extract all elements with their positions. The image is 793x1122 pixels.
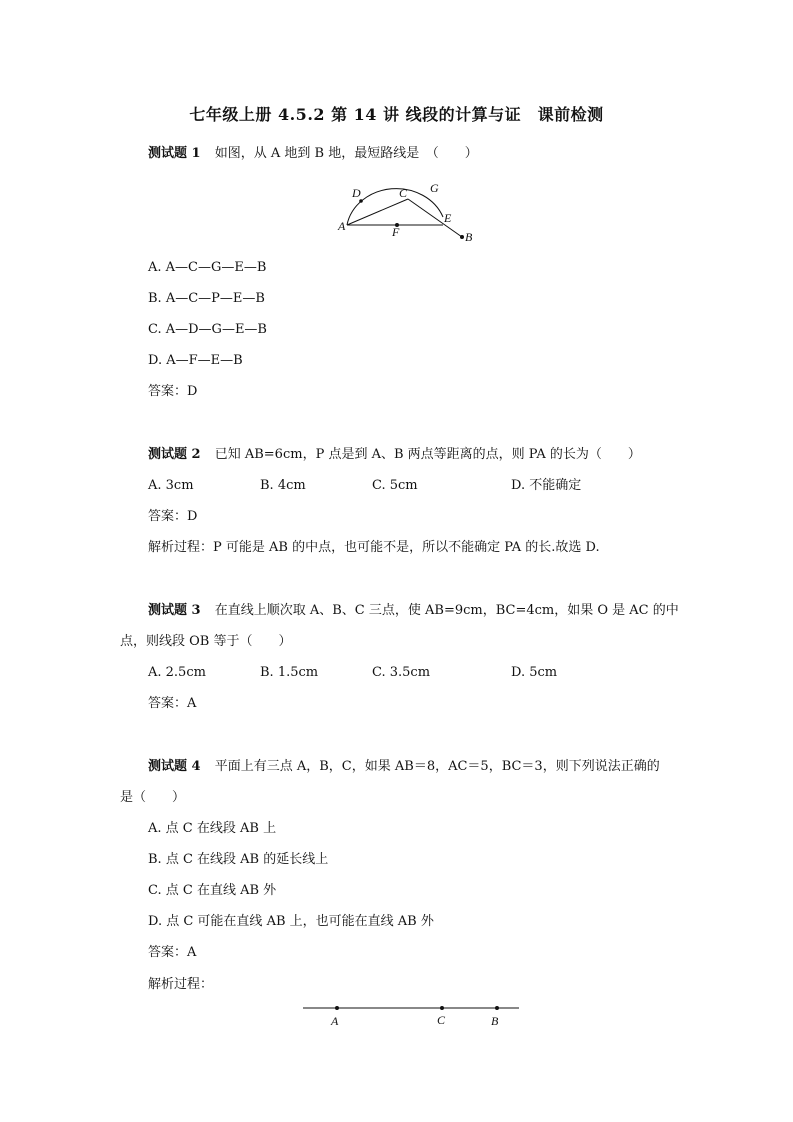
question-2-label: 测试题 2 (148, 447, 201, 462)
question-3-text-line1: 在直线上顺次取 A、B、C 三点，使 AB=9cm，BC=4cm，如果 O 是 AC 的中 (214, 603, 679, 618)
question-2-analysis: 解析过程：P 可能是 AB 的中点，也可能不是，所以不能确定 PA 的长.故选 D. (148, 540, 600, 555)
question-4-label: 测试题 4 (148, 759, 201, 774)
question-1-option-b: B. A—C—P—E—B (148, 291, 265, 306)
page-title: 七年级上册 4.5.2 第 14 讲 线段的计算与证 课前检测 (189, 105, 604, 124)
point-b (460, 235, 464, 239)
point-a (335, 1006, 339, 1010)
question-1-text: 如图，从 A 地到 B 地，最短路线是 （ ） (214, 146, 478, 161)
question-2-answer: 答案：D (148, 509, 198, 524)
question-1-figure (335, 175, 485, 250)
question-3-label: 测试题 3 (148, 603, 201, 618)
question-3-option-b: B. 1.5cm (260, 665, 319, 680)
question-2-option-a: A. 3cm (148, 478, 194, 493)
question-4-analysis: 解析过程： (148, 977, 214, 992)
question-1-answer: 答案：D (148, 384, 198, 399)
question-1-option-d: D. A—F—E—B (148, 353, 243, 368)
segment-ac (347, 199, 408, 225)
figure-label-f: F (392, 225, 400, 239)
question-2-text: 已知 AB=6cm，P 点是到 A、B 两点等距离的点，则 PA 的长为（ ） (214, 447, 641, 462)
figure-label-c: C (399, 186, 408, 200)
figure-label-b: B (491, 1014, 499, 1028)
figure-label-d: D (352, 186, 361, 200)
question-3-text-line2: 点，则线段 OB 等于（ ） (120, 634, 292, 649)
question-3-stem (148, 602, 679, 620)
question-4-text-line2: 是（ ） (120, 790, 186, 805)
question-1-option-a: A. A—C—G—E—B (148, 260, 267, 275)
question-4-answer: 答案：A (148, 945, 197, 960)
point-b (495, 1006, 499, 1010)
question-4-option-c: C. 点 C 在直线 AB 外 (148, 883, 277, 898)
question-3-option-c: C. 3.5cm (372, 665, 431, 680)
question-4-option-d: D. 点 C 可能在直线 AB 上，也可能在直线 AB 外 (148, 914, 434, 929)
figure-label-a: A (331, 1014, 339, 1028)
question-1-option-c: C. A—D—G—E—B (148, 322, 267, 337)
question-2-option-d: D. 不能确定 (511, 478, 582, 493)
question-2-option-c: C. 5cm (372, 478, 418, 493)
figure-label-c: C (437, 1013, 446, 1027)
arc-dg (347, 189, 443, 225)
question-2-option-b: B. 4cm (260, 478, 306, 493)
question-1-stem (148, 145, 478, 163)
question-3-answer: 答案：A (148, 696, 197, 711)
question-3-option-d: D. 5cm (511, 665, 558, 680)
question-4-figure (300, 998, 524, 1032)
figure-label-b: B (465, 230, 473, 244)
figure-label-e: E (444, 211, 452, 225)
question-2-stem (148, 446, 641, 464)
question-4-text-line1: 平面上有三点 A，B，C，如果 AB＝8，AC＝5，BC＝3，则下列说法正确的 (214, 759, 660, 774)
question-4-option-a: A. 点 C 在线段 AB 上 (148, 821, 277, 836)
question-4-stem (148, 758, 660, 776)
question-1-label: 测试题 1 (148, 146, 201, 161)
figure-label-a: A (338, 219, 346, 233)
figure-label-g: G (430, 181, 439, 195)
question-4-option-b: B. 点 C 在线段 AB 的延长线上 (148, 852, 329, 867)
question-3-option-a: A. 2.5cm (148, 665, 206, 680)
point-c (440, 1006, 444, 1010)
